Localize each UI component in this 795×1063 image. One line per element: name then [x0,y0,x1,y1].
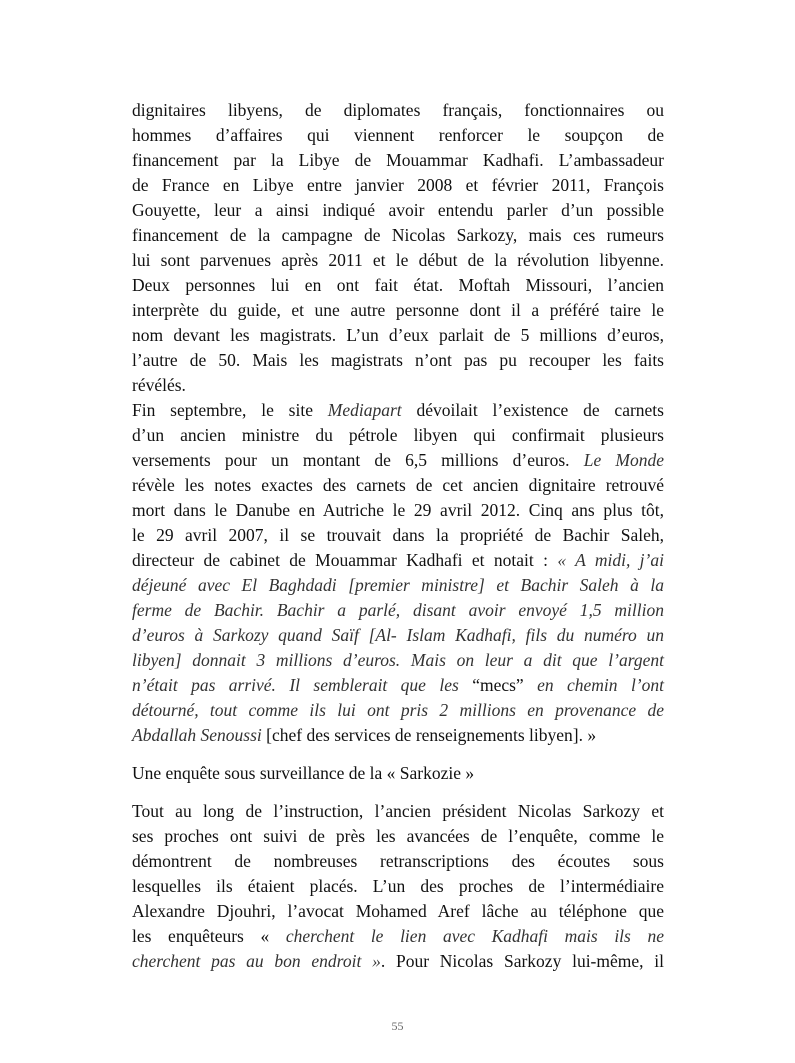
text-line: dignitaires libyens, de diplomates français, fonctionnaires ou [132,100,664,120]
text-line: versements pour un montant de 6,5 millions d’euros. Le Monde [132,450,664,470]
text-line: ses proches ont suivi de près les avancées de l’enquête, comme le [132,826,664,846]
text-line: Fin septembre, le site Mediapart dévoilait l’existence de carnets [132,400,664,420]
text-line: lesquelles ils étaient placés. L’un des proches de l’intermédiaire [132,876,664,896]
publication-title: Mediapart [327,400,402,420]
quote-line: détourné, tout comme ils lui ont pris 2 millions en provenance de [132,700,664,720]
text-line: les enquêteurs « cherchent le lien avec Kadhafi mais ils ne [132,926,664,946]
text-line: Deux personnes lui en ont fait état. Moftah Missouri, l’ancien [132,275,664,295]
text-line: interprète du guide, et une autre personne dont il a préféré taire le [132,300,664,320]
section-heading: Une enquête sous surveillance de la « Sarkozie » [132,763,475,783]
document-page [132,98,664,974]
paragraph-2 [132,398,664,748]
text-line: hommes d’affaires qui viennent renforcer le soupçon de [132,125,664,145]
quote-text: cherchent pas au bon endroit » [132,951,381,971]
quote-line: d’euros à Sarkozy quand Saïf [Al- Islam Kadhafi, fils du numéro un [132,625,664,645]
quote-line: libyen] donnait 3 millions d’euros. Mais on leur a dit que l’argent [132,650,664,670]
text-line: de France en Libye entre janvier 2008 et février 2011, François [132,175,664,195]
text-line: mort dans le Danube en Autriche le 29 avril 2012. Cinq ans plus tôt, [132,500,664,520]
page-number: 55 [391,1019,404,1033]
text-line: d’un ancien ministre du pétrole libyen qui confirmait plusieurs [132,425,664,445]
text-line: l’autre de 50. Mais les magistrats n’ont pas pu recouper les faits [132,350,664,370]
text-line: démontrent de nombreuses retranscriptions des écoutes sous [132,851,664,871]
quote-line: ferme de Bachir. Bachir a parlé, disant avoir envoyé 1,5 million [132,600,664,620]
text-line: nom devant les magistrats. L’un d’eux parlait de 5 millions d’euros, [132,325,664,345]
paragraph-1 [132,98,664,398]
text-line: révélés. [132,375,186,395]
text-line: le 29 avril 2007, il se trouvait dans la propriété de Bachir Saleh, [132,525,664,545]
text-line: cherchent pas au bon endroit ». Pour Nicolas Sarkozy lui-même, il [132,951,664,971]
text-line: Gouyette, leur a ainsi indiqué avoir entendu parler d’un possible [132,200,664,220]
text-line: Alexandre Djouhri, l’avocat Mohamed Aref lâche au téléphone que [132,901,664,921]
quote-line: Abdallah Senoussi [chef des services de renseignements libyen]. » [132,725,597,745]
quote-line: n’était pas arrivé. Il semblerait que les “mecs” en chemin l’ont [132,675,664,695]
text-line: financement de la campagne de Nicolas Sarkozy, mais ces rumeurs [132,225,664,245]
paragraph-3 [132,799,664,974]
publication-title: Le Monde [583,450,664,470]
text-line: financement par la Libye de Mouammar Kadhafi. L’ambassadeur [132,150,664,170]
quote-line: déjeuné avec El Baghdadi [premier ministre] et Bachir Saleh à la [132,575,664,595]
text-line: révèle les notes exactes des carnets de cet ancien dignitaire retrouvé [132,475,664,495]
quote-text: « A midi, j’ai [557,550,664,570]
text-line: Tout au long de l’instruction, l’ancien président Nicolas Sarkozy et [132,801,664,821]
text-line: directeur de cabinet de Mouammar Kadhafi et notait : « A midi, j’ai [132,550,664,570]
quote-text: cherchent le lien avec Kadhafi mais ils ne [285,926,664,946]
text-line: lui sont parvenues après 2011 et le début de la révolution libyenne. [132,250,664,270]
